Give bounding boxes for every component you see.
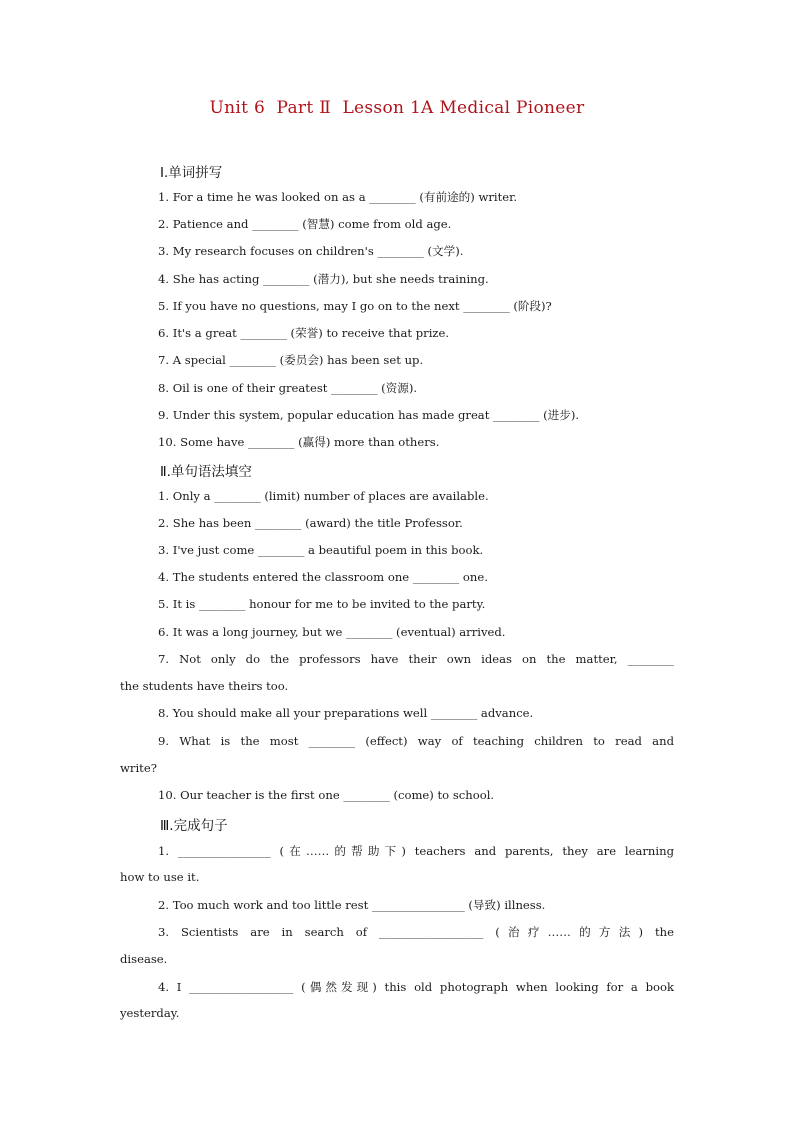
exercise-line: 7. Not only do the professors have their own ideas on the matter, ________	[158, 652, 674, 666]
exercise-line: 5. It is ________ honour for me to be invited to the party.	[158, 597, 486, 611]
exercise-line-continuation: yesterday.	[120, 1006, 180, 1020]
exercise-line-continuation: how to use it.	[120, 870, 200, 884]
exercise-line: 8. Oil is one of their greatest ________ (资源).	[158, 381, 418, 395]
exercise-line: 1. For a time he was looked on as a ________ (有前途的) writer.	[158, 190, 518, 204]
exercise-line: 3. Scientists are in search of __________________ (治疗……的方法) the	[158, 925, 674, 939]
section-heading-vocabulary: Ⅰ.单词拼写	[160, 165, 223, 181]
exercise-line: 6. It was a long journey, but we ________ (eventual) arrived.	[158, 625, 506, 639]
exercise-line-continuation: write?	[120, 761, 157, 775]
exercise-line: 9. What is the most ________ (effect) way of teaching children to read and	[158, 734, 674, 748]
exercise-line: 5. If you have no questions, may I go on to the next ________ (阶段)?	[158, 299, 552, 313]
exercise-line: 9. Under this system, popular education has made great ________ (进步).	[158, 408, 580, 422]
exercise-line: 3. My research focuses on children's ________ (文学).	[158, 244, 464, 258]
exercise-line: 7. A special ________ (委员会) has been set up.	[158, 353, 424, 367]
exercise-line: 3. I've just come ________ a beautiful poem in this book.	[158, 543, 484, 557]
page-title: Unit 6 Part Ⅱ Lesson 1A Medical Pioneer	[209, 98, 585, 118]
exercise-line: 4. She has acting ________ (潜力), but she needs training.	[158, 272, 489, 286]
exercise-line: 6. It's a great ________ (荣誉) to receive that prize.	[158, 326, 450, 340]
exercise-line: 1. Only a ________ (limit) number of places are available.	[158, 489, 489, 503]
exercise-line: 2. Patience and ________ (智慧) come from old age.	[158, 217, 452, 231]
exercise-line: 4. The students entered the classroom one ________ one.	[158, 570, 488, 584]
exercise-line: 2. Too much work and too little rest ________________ (导致) illness.	[158, 898, 546, 912]
exercise-line: 1. ________________ (在……的帮助下) teachers and parents, they are learning	[158, 844, 674, 858]
exercise-line: 10. Some have ________ (赢得) more than others.	[158, 435, 440, 449]
exercise-line: 10. Our teacher is the first one ________ (come) to school.	[158, 788, 495, 802]
exercise-line: 8. You should make all your preparations well ________ advance.	[158, 706, 534, 720]
section-heading-grammar: Ⅱ.单句语法填空	[160, 464, 252, 480]
exercise-line-continuation: the students have theirs too.	[120, 679, 289, 693]
section-heading-sentence-completion: Ⅲ.完成句子	[160, 818, 228, 834]
exercise-line: 4. I __________________ (偶然发现) this old photograph when looking for a book	[158, 980, 674, 994]
exercise-line-continuation: disease.	[120, 952, 168, 966]
exercise-line: 2. She has been ________ (award) the title Professor.	[158, 516, 463, 530]
